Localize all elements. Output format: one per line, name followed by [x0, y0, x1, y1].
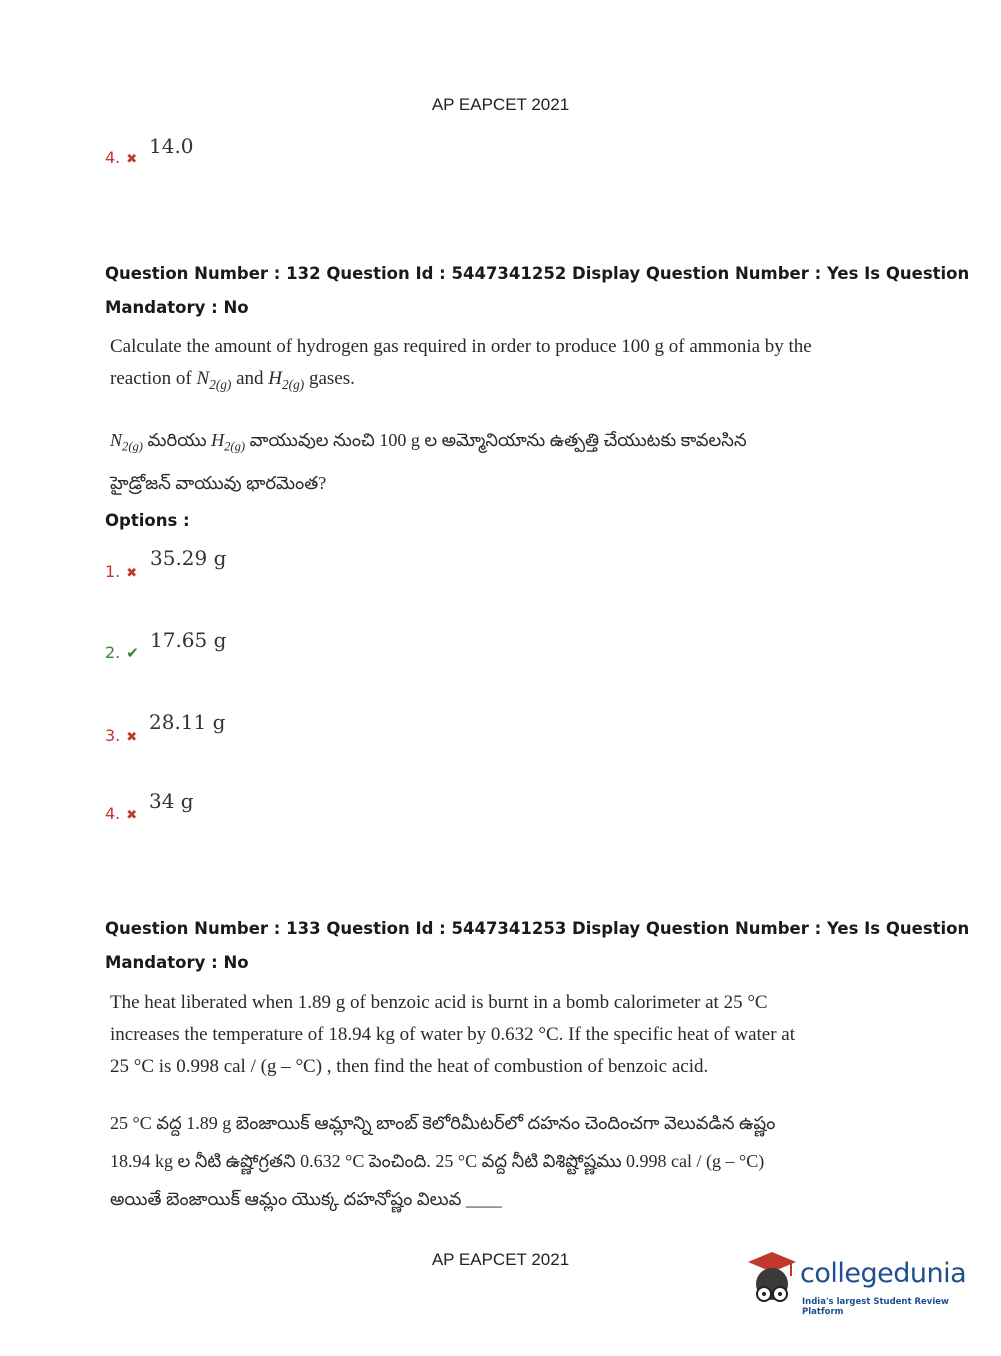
- logo-tagline: India's largest Student Review Platform: [802, 1297, 949, 1317]
- q132-te-line2: హైడ్రోజన్ వాయువు భారమెంత?: [110, 472, 327, 493]
- wrong-mark-icon: ✖: [126, 566, 138, 581]
- options-label: Options :: [105, 511, 190, 530]
- option-number: 4.: [105, 148, 121, 167]
- q133-en-line2: increases the temperature of 18.94 kg of water by 0.632 °C. If the specific heat of water at: [110, 1024, 796, 1045]
- wrong-mark-icon: ✖: [126, 152, 138, 167]
- check-mark-icon: ✔: [126, 644, 139, 662]
- q132-en-line1: Calculate the amount of hydrogen gas required in order to produce 100 g of ammonia by the: [110, 336, 812, 357]
- mascot-icon: [742, 1250, 800, 1312]
- q133-header: [105, 912, 969, 980]
- prev-option-4: [105, 148, 137, 167]
- prev-option-4-value: 14.0: [149, 134, 194, 158]
- wrong-mark-icon: ✖: [126, 730, 138, 745]
- q132-telugu-text: [110, 422, 747, 501]
- q132-en-line2: reaction of $N_{2(g)}$ and $H_{2(g)}$ gases.: [110, 368, 355, 392]
- wrong-mark-icon: ✖: [126, 808, 138, 823]
- option-2: 2. ✔: [105, 643, 139, 662]
- q133-header-line2: Mandatory : No: [105, 953, 249, 972]
- q133-telugu-text: [110, 1104, 775, 1218]
- q133-header-line1: Question Number : 133 Question Id : 5447341253 Display Question Number : Yes Is Question: [105, 919, 970, 938]
- q133-english-text: [110, 987, 795, 1083]
- page-header-title: AP EAPCET 2021: [431, 95, 570, 114]
- q133-en-line1: The heat liberated when 1.89 g of benzoic acid is burnt in a bomb calorimeter at 25 °C: [110, 992, 768, 1013]
- option-3: 3. ✖: [105, 726, 138, 745]
- q132-header: [105, 257, 969, 325]
- logo-brand-text: collegedunia: [800, 1258, 967, 1289]
- q132-header-line1: Question Number : 132 Question Id : 5447341252 Display Question Number : Yes Is Question: [105, 264, 970, 283]
- option-3-value: 28.11 g: [149, 710, 226, 734]
- option-2-value: 17.65 g: [150, 628, 227, 652]
- option-1-value: 35.29 g: [150, 546, 227, 570]
- q133-te-line2: 18.94 kg ల నీటి ఉష్ణోగ్రతని 0.632 °C పెంచింది. 25 °C వద్ద నీటి విశిష్టోష్ణము 0.998 cal / (g – °C): [110, 1151, 765, 1171]
- q133-te-line1: 25 °C వద్ద 1.89 g బెంజాయిక్ ఆమ్లాన్ని బాంబ్ కెలోరిమీటర్‌లో దహనం చెందించగా వెలువడిన ఉష్ణం: [110, 1113, 776, 1133]
- page-footer-title: AP EAPCET 2021: [431, 1250, 570, 1269]
- q132-te-line1: $N_{2(g)}$ మరియు $H_{2(g)}$ వాయువుల నుంచి 100 g ల అమ్మోనియాను ఉత్పత్తి చేయుటకు కావలసిన: [110, 430, 747, 454]
- q133-te-line3: అయితే బెంజాయిక్ ఆమ్లం యొక్క దహనోష్ణం విలువ ____: [110, 1189, 502, 1209]
- option-4-value: 34 g: [149, 789, 194, 813]
- option-4: 4. ✖: [105, 804, 138, 823]
- q132-english-text: [110, 331, 812, 401]
- option-1: 1. ✖: [105, 562, 138, 581]
- q133-en-line3: 25 °C is 0.998 cal / (g – °C) , then find the heat of combustion of benzoic acid.: [110, 1056, 709, 1077]
- collegedunia-logo: [742, 1250, 972, 1317]
- q132-header-line2: Mandatory : No: [105, 298, 249, 317]
